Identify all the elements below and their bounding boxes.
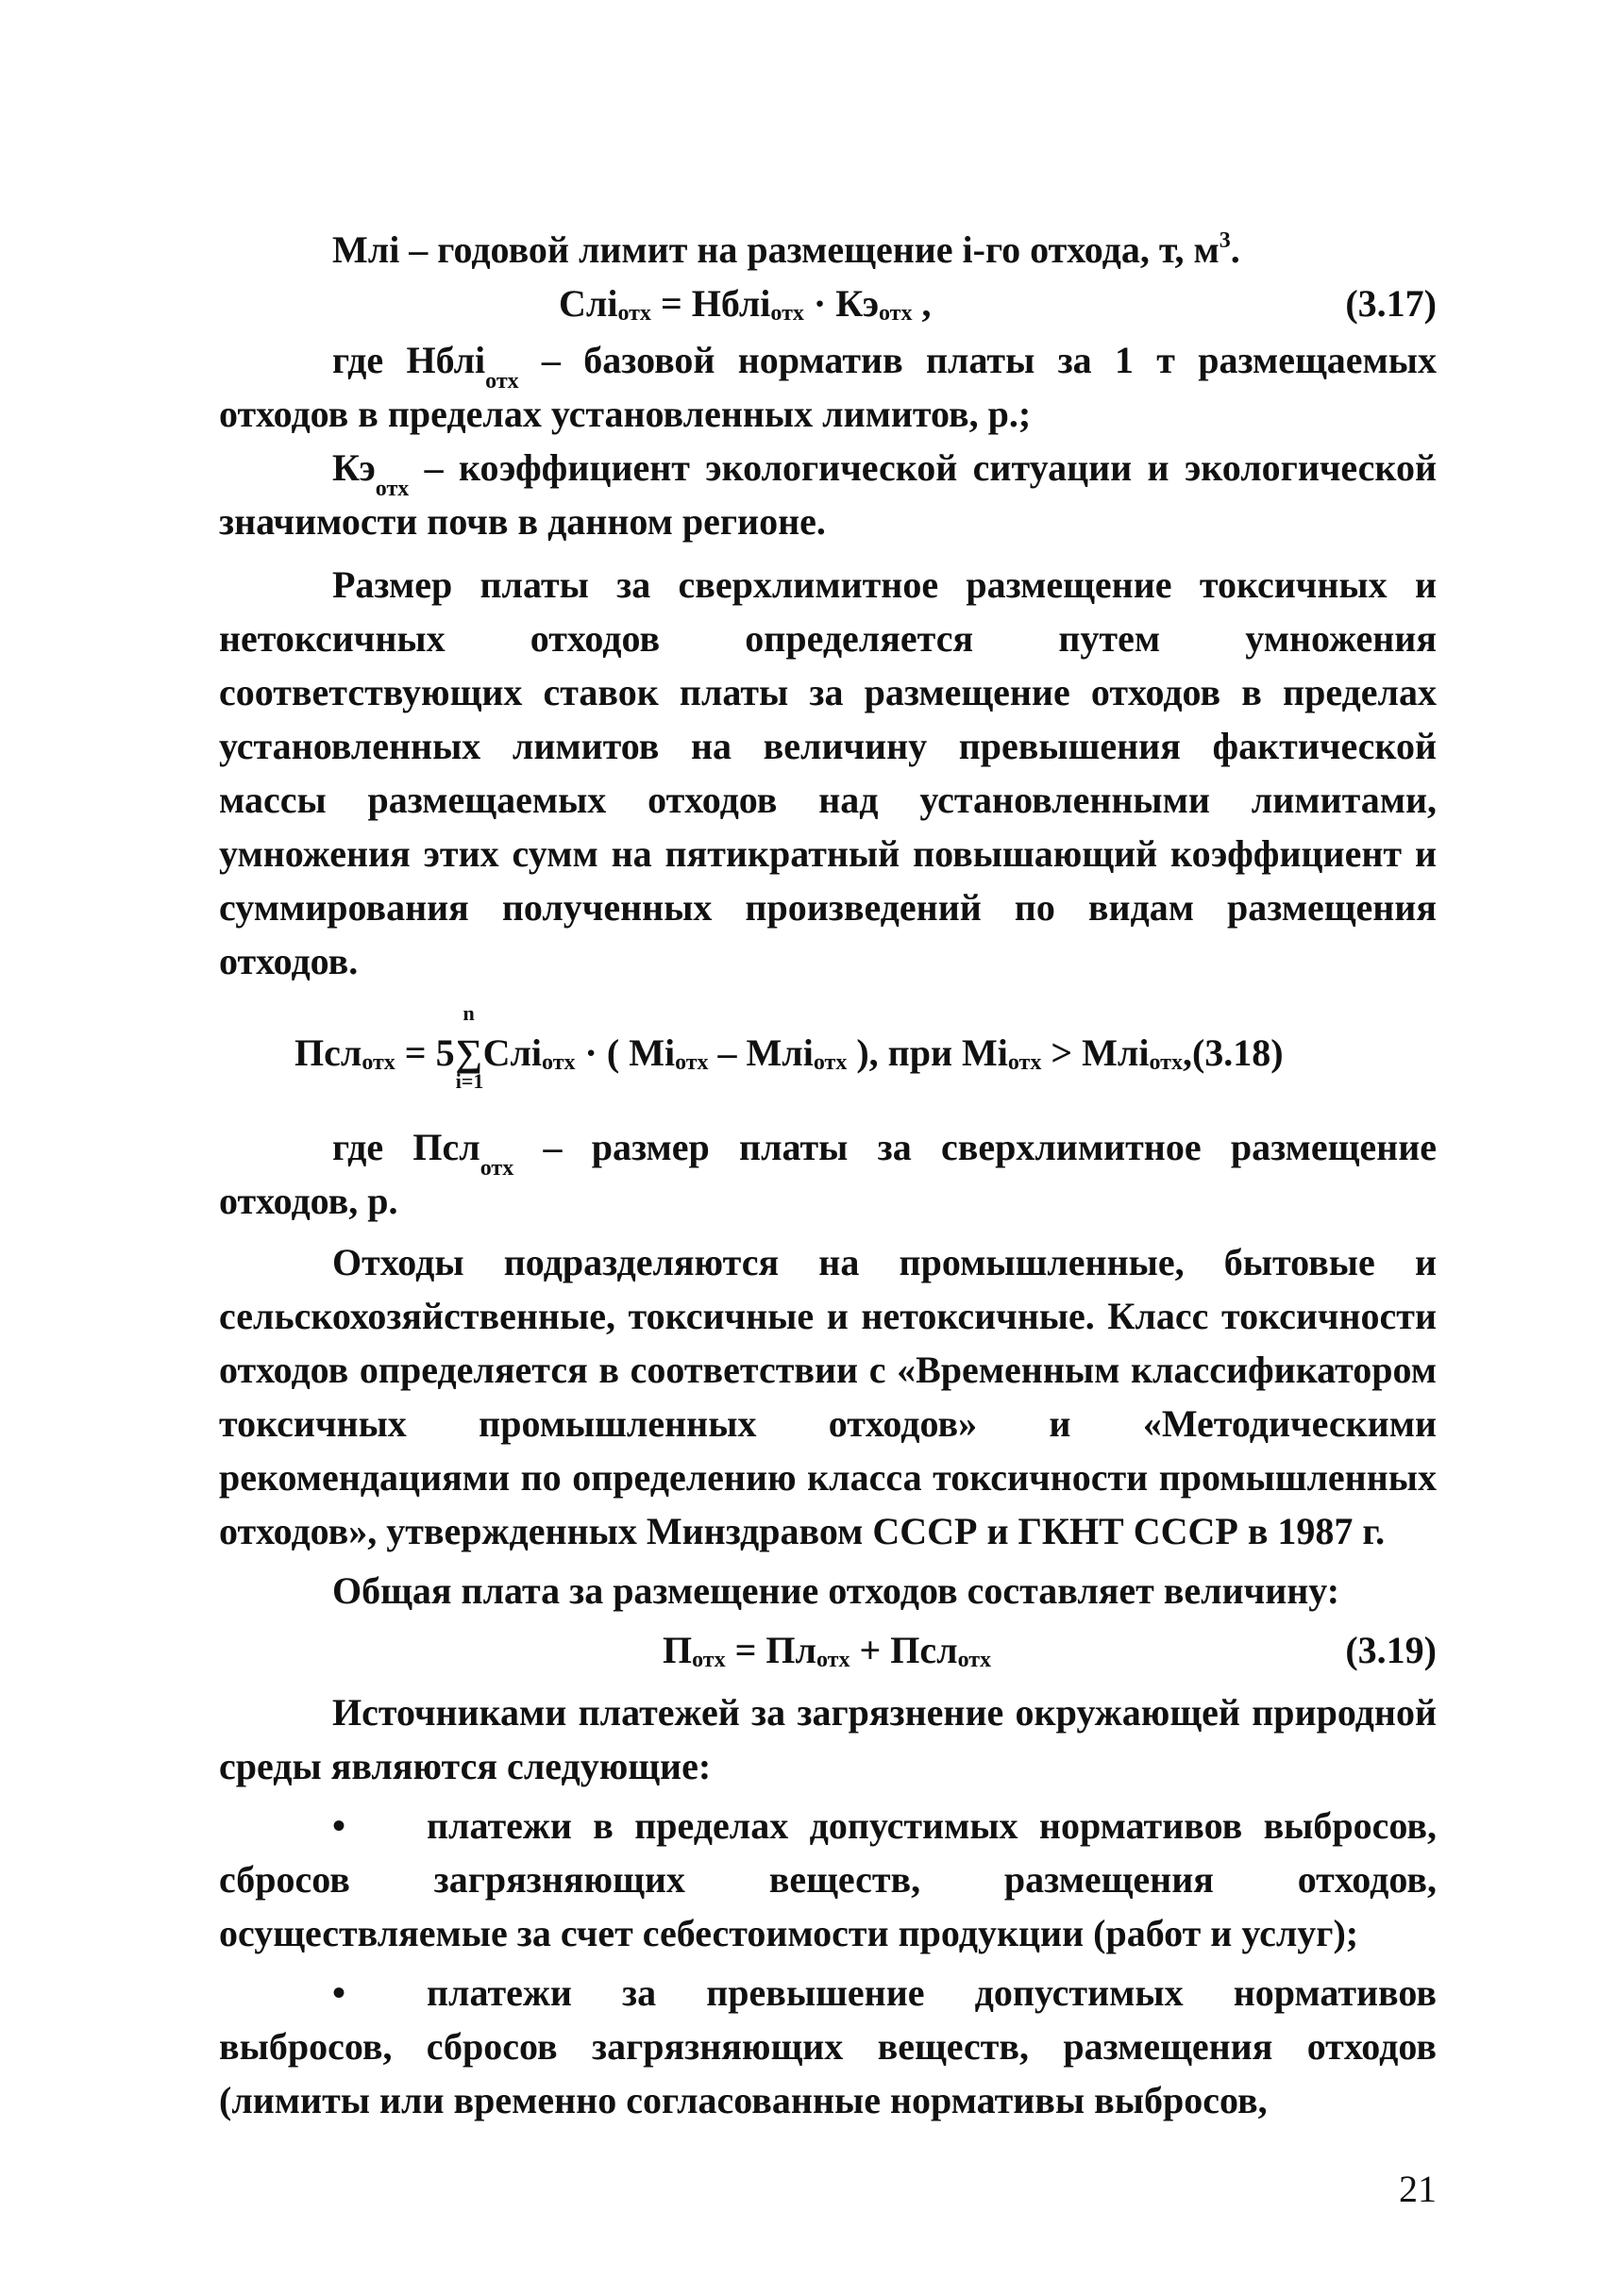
formula-3-17-eq: = Нблi xyxy=(650,282,771,325)
sigma-lower-limit: i=1 xyxy=(455,1069,484,1093)
formula-3-18-lhs-sub: отх xyxy=(362,1050,395,1075)
psl-definition-sub: отх xyxy=(479,1156,514,1181)
formula-3-18-minus: – Млi xyxy=(708,1031,814,1074)
formula-3-17-dot: · Кэ xyxy=(803,282,879,325)
page-body xyxy=(219,223,1437,2127)
nbli-definition-sub: отх xyxy=(485,369,519,394)
formula-3-18-eq: = 5 xyxy=(395,1031,455,1074)
limit-definition-tail: . xyxy=(1230,228,1240,271)
formula-3-17-lhs: Слi xyxy=(559,282,618,325)
formula-3-17-number: (3.17) xyxy=(1345,282,1437,325)
formula-3-19 xyxy=(219,1623,1437,1680)
formula-3-18-gt: > Млi xyxy=(1041,1031,1150,1074)
page-number: 21 xyxy=(1399,2168,1437,2210)
formula-3-17-end-sub: отх xyxy=(879,301,913,326)
formula-3-18-paren-close: ), при Мi xyxy=(847,1031,1008,1074)
sigma-upper-limit: n xyxy=(463,1001,475,1025)
formula-3-19-mid-sub: отх xyxy=(816,1648,850,1672)
payment-sources-paragraph: Источниками платежей за загрязнение окружающей природной среды являются следующие: xyxy=(219,1691,1437,1787)
formula-3-18-term1: Слi xyxy=(482,1031,543,1074)
formula-3-18 xyxy=(219,988,1437,1120)
formula-3-18-term3-sub: отх xyxy=(813,1050,848,1075)
formula-3-18-term5-sub: отх xyxy=(1149,1050,1183,1075)
sigma-glyph: ∑ xyxy=(455,1031,482,1074)
psl-definition xyxy=(219,1120,1437,1228)
formula-3-19-eq: = Пл xyxy=(725,1629,816,1671)
ke-definition-sub: отх xyxy=(375,477,410,501)
bullet-item-2 xyxy=(219,1966,1437,2127)
formula-3-18-number: ,(3.18) xyxy=(1182,1031,1284,1074)
limit-definition-text: Млi – годовой лимит на размещение i-го отхода, т, м xyxy=(332,228,1220,271)
formula-3-19-plus: + Псл xyxy=(850,1629,958,1671)
formula-3-18-paren-open: · ( Мi xyxy=(575,1031,676,1074)
formula-3-18-term4-sub: отх xyxy=(1007,1050,1042,1075)
formula-3-19-lhs: П xyxy=(663,1629,693,1671)
sigma-symbol xyxy=(455,1001,484,1093)
formula-3-17-mid-sub: отх xyxy=(770,301,804,326)
formula-3-18-term2-sub: отх xyxy=(675,1050,709,1075)
ke-definition xyxy=(219,441,1437,548)
formula-3-17-expression xyxy=(559,277,931,330)
nbli-definition-start: где Нблi xyxy=(332,339,486,381)
formula-3-17 xyxy=(219,277,1437,333)
excess-payment-paragraph: Размер платы за сверхлимитное размещение токсичных и нетоксичных отходов определяется путем умножения соответствующих ставок платы за размещение отходов в пределах установленных лимитов на величину превышения фактической массы размещаемых отходов над установленными лимитами, умножения этих сумм на пятикратный повышающий коэффициент и суммирования полученных произведений по видам размещения отходов. xyxy=(219,563,1437,982)
bullet-text-1: платежи в пределах допустимых нормативов выбросов, сбросов загрязняющих веществ, размещения отходов, осуществляемые за счет себестоимости продукции (работ и услуг); xyxy=(219,1804,1437,1954)
bullet-text-2: платежи за превышение допустимых нормативов выбросов, сбросов загрязняющих веществ, размещения отходов (лимиты или временно согласованные нормативы выбросов, xyxy=(219,1971,1437,2121)
bullet-icon: • xyxy=(332,1971,346,2014)
waste-classes-paragraph: Отходы подразделяются на промышленные, бытовые и сельскохозяйственные, токсичные и нетоксичные. Класс токсичности отходов определяется в соответствии с «Временным классификатором токсичных промышленных отходов» и «Методическими рекомендациями по определению класса токсичности промышленных отходов», утвержденных Минздравом СССР и ГКНТ СССР в 1987 г. xyxy=(219,1241,1437,1552)
superscript-3: 3 xyxy=(1219,228,1231,253)
formula-3-18-term1-sub: отх xyxy=(542,1050,576,1075)
limit-definition-line xyxy=(219,223,1437,277)
ke-definition-start: Кэ xyxy=(332,446,376,489)
nbli-definition-rest: – базовой норматив платы за 1 т размещаемых отходов в пределах установленных лимитов, р.; xyxy=(219,339,1437,435)
formula-3-17-lhs-sub: отх xyxy=(617,301,651,326)
psl-definition-rest: – размер платы за сверхлимитное размещение отходов, р. xyxy=(219,1126,1437,1222)
formula-3-17-comma: , xyxy=(912,282,932,325)
formula-3-18-lhs: Псл xyxy=(294,1031,362,1074)
formula-3-18-expression xyxy=(294,1001,1284,1093)
formula-3-19-number: (3.19) xyxy=(1345,1629,1437,1671)
formula-3-19-expression xyxy=(663,1623,991,1677)
bullet-icon: • xyxy=(332,1804,346,1847)
bullet-item-1 xyxy=(219,1799,1437,1960)
psl-definition-start: где Псл xyxy=(332,1126,480,1168)
formula-3-19-lhs-sub: отх xyxy=(692,1648,726,1672)
nbli-definition xyxy=(219,333,1437,441)
formula-3-19-end-sub: отх xyxy=(957,1648,992,1672)
ke-definition-rest: – коэффициент экологической ситуации и экологической значимости почв в данном регионе. xyxy=(219,446,1437,543)
total-payment-paragraph: Общая плата за размещение отходов составляет величину: xyxy=(332,1569,1340,1612)
